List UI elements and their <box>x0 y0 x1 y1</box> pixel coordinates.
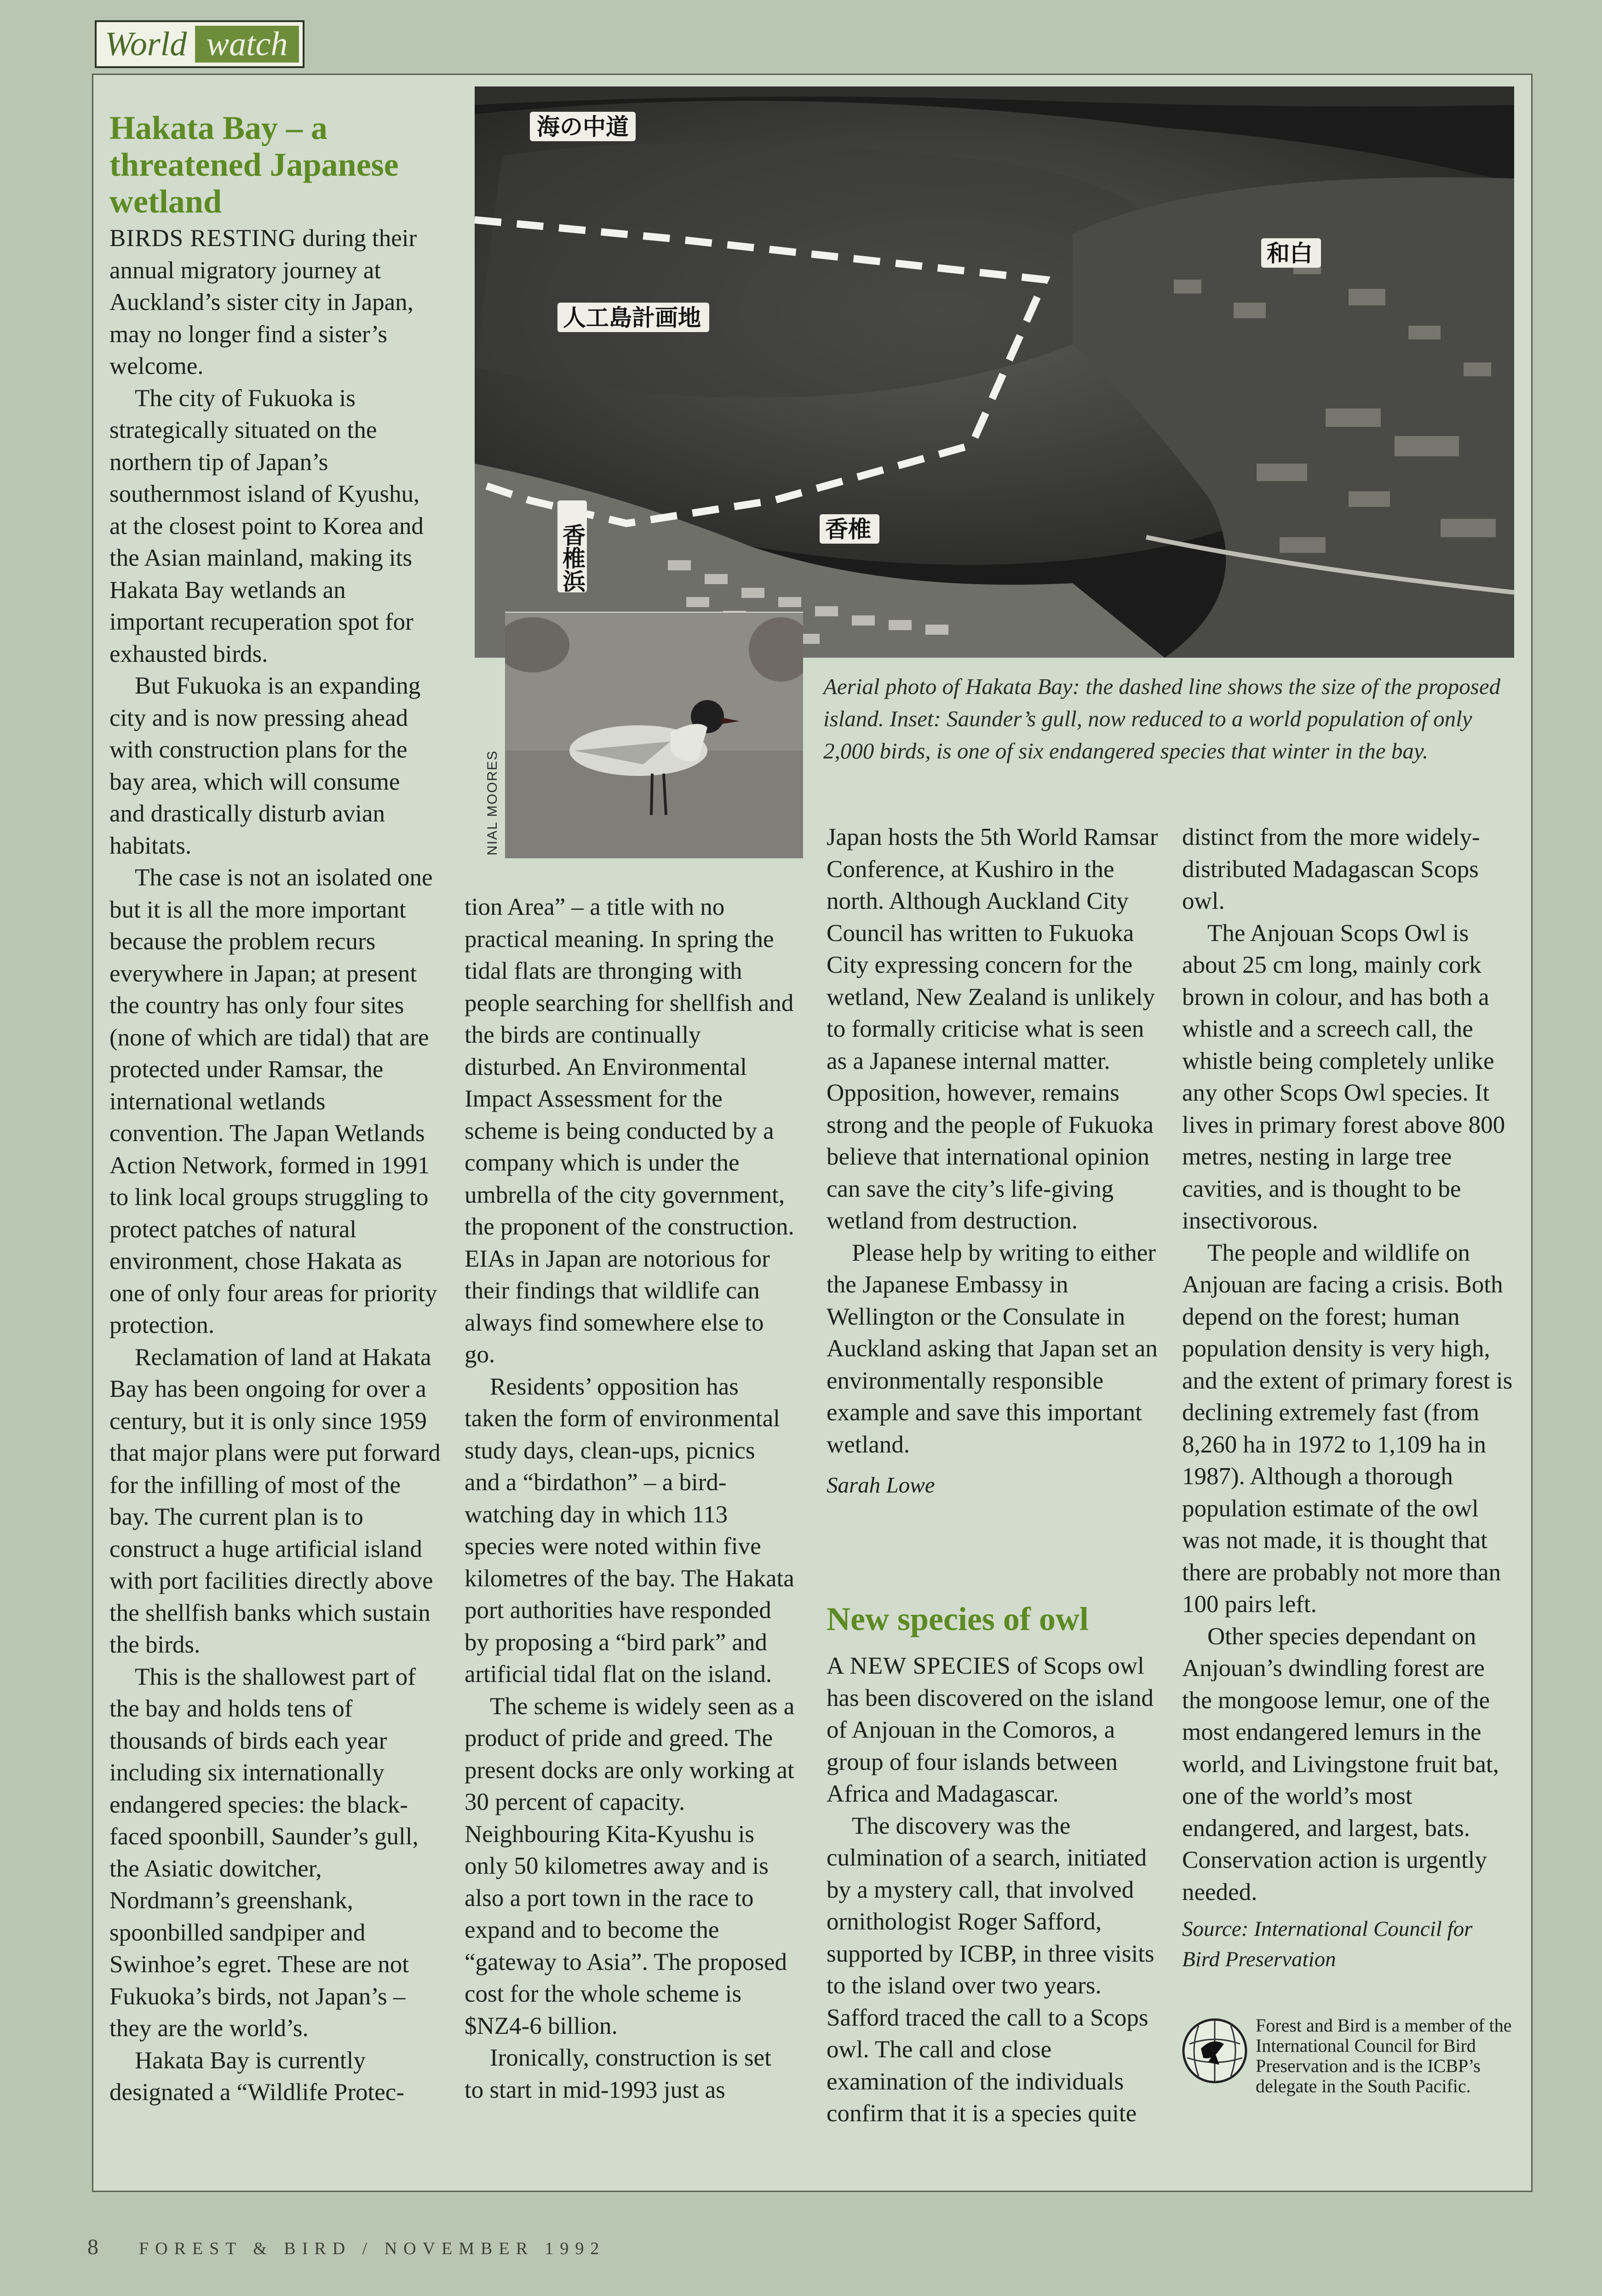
footer-text: FOREST & BIRD / NOVEMBER 1992 <box>139 2239 606 2258</box>
paragraph: The scheme is widely seen as a product of pride and greed. The present docks are only working at 30 percent of capacity. Neighbouring Kita-Kyushu is only 50 kilometres away and is also a port town in the race to expand and to become the “gateway to Asia”. The proposed cost for the whole scheme is $NZ4-6 billion. <box>465 1693 795 2039</box>
section-header-word1: World <box>105 25 187 63</box>
lead-rest: during their annual migratory journey at Auckland’s sister city in Japan, may no longer find a sister’s welcome. <box>109 225 417 379</box>
owl-lead-paragraph <box>827 1650 1160 1810</box>
owl-article-column-3 <box>827 1650 1160 2130</box>
map-label-top: 海の中道 <box>537 114 629 140</box>
paragraph: Residents’ opposition has taken the form of environmental study days, clean-ups, picnics and a “birdathon” – a bird-watching day in which 113 species were noted within five kilometres of the bay. The Hakata port authorities have responded by proposing a “bird park” and artificial tidal flat on the island. <box>465 1373 794 1688</box>
paragraph: Please help by writing to either the Japanese Embassy in Wellington or the Consulate in Auckland asking that Japan set an environmentally responsible example and save this important wetland. <box>827 1239 1158 1458</box>
article-column-3 <box>827 821 1160 1501</box>
paragraph: tion Area” – a title with no practical meaning. In spring the tidal flats are thronging with people searching for shellfish and the birds are continually disturbed. An Environmental Impact Assessment for the scheme is being conducted by a company which is under the umbrella of the city government, the proponent of the construction. EIAs in Japan are notorious for their findings that wildlife can always find somewhere else to go. <box>465 894 794 1368</box>
section-header-word2: watch <box>195 26 299 63</box>
owl-lead-rest: of Scops owl has been discovered on the island of Anjouan in the Comoros, a group of four islands between Africa and Madagascar. <box>827 1653 1154 1807</box>
byline: Sarah Lowe <box>827 1472 935 1498</box>
gull-photo-graphic <box>505 613 803 858</box>
photo-caption: Aerial photo of Hakata Bay: the dashed line shows the size of the proposed island. Inset: Saunder’s gull, now reduced to a world population of only 2,000 birds, is one of six endangered species that winter in the bay. <box>823 674 1501 763</box>
aerial-photo <box>475 86 1514 658</box>
paragraph: Ironically, construction is set to start in mid-1993 just as <box>465 2044 771 2103</box>
paragraph: The discovery was the culmination of a search, initiated by a mystery call, that involved ornithologist Roger Safford, supported by ICBP, in three visits to the island over two years. Safford traced the call to a Scops owl. The call and close examination of the individuals confirm that it is a species quite <box>827 1812 1154 2127</box>
paragraph: The Anjouan Scops Owl is about 25 cm long, mainly cork brown in colour, and has both a whistle and a screech call, the whistle being completely unlike any other Scops Owl species. It lives in primary forest above 800 metres, nesting in large tree cavities, and is thought to be insectivorous. <box>1182 919 1505 1234</box>
article-column-4 <box>1182 821 1513 1975</box>
photo-credit <box>485 837 586 855</box>
paragraph: But Fukuoka is an expanding city and is now pressing ahead with construction plans for the bay area, which will consume and drastically disturb avian habitats. <box>109 672 421 859</box>
lead-caps: BIRDS RESTING <box>109 225 297 252</box>
paragraph: This is the shallowest part of the bay and holds tens of thousands of birds each year including six internationally endangered species: the black-faced spoonbill, Saunder’s gull, the Asiatic dowitcher, Nordmann’s greenshank, spoonbilled sandpiper and Swinhoe’s egret. These are not Fukuoka’s birds, not Japan’s – they are the world’s. <box>109 1663 419 2042</box>
lead-paragraph <box>109 223 441 383</box>
article-column-1 <box>109 223 441 2109</box>
source-note: Source: International Council for Bird Preservation <box>1182 1917 1473 1971</box>
map-label-right: 和白 <box>1267 240 1313 267</box>
page-footer <box>87 2234 605 2260</box>
map-label-bottom: 香椎 <box>825 516 871 543</box>
paragraph: The city of Fukuoka is strategically situated on the northern tip of Japan’s southernmost island of Kyushu, at the closest point to Korea and the Asian mainland, making its Hakata Bay wetlands an important recuperation spot for exhausted birds. <box>109 385 424 667</box>
section-header <box>95 20 304 68</box>
paragraph: The people and wildlife on Anjouan are facing a crisis. Both depend on the forest; human population density is very high, and the extent of primary forest is declining extremely fast (from 8,260 ha in 1972 to 1,109 ha in 1987). Although a thorough population estimate of the owl was not made, it is thought that there are probably not more than 100 pairs left. <box>1182 1239 1513 1618</box>
paragraph: distinct from the more widely-distributed Madagascan Scops owl. <box>1182 824 1480 914</box>
paragraph: Reclamation of land at Hakata Bay has been ongoing for over a century, but it is only since 1959 that major plans were put forward for the infilling of most of the bay. The current plan is to construct a huge artificial island with port facilities directly above the shellfish banks which sustain the birds. <box>109 1343 441 1658</box>
inset-photo-gull <box>505 612 803 858</box>
article-column-2 <box>465 891 795 2106</box>
paragraph: Japan hosts the 5th World Ramsar Conference, at Kushiro in the north. Although Auckland City Council has written to Fukuoka City expressing concern for the wetland, New Zealand is unlikely to formally criticise what is seen as a Japanese internal matter. Opposition, however, remains strong and the people of Fukuoka believe that international opinion can save the city’s life-giving wetland from destruction. <box>827 824 1158 1234</box>
map-label-vertical: 香椎浜 <box>559 523 586 592</box>
aerial-photo-graphic <box>475 86 1514 658</box>
map-label-island: 人工島計画地 <box>563 304 701 331</box>
icbp-logo-icon <box>1180 2016 1249 2085</box>
article-headline-owl: New species of owl <box>827 1601 1089 1637</box>
paragraph: Other species dependant on Anjouan’s dwindling forest are the mongoose lemur, one of the most endangered lemurs in the world, and Livingstone fruit bat, one of the world’s most endangered, and largest, bats. Conservation action is urgently needed. <box>1182 1623 1499 1906</box>
owl-lead-caps: A NEW SPECIES <box>827 1653 1011 1679</box>
page-number: 8 <box>87 2235 98 2259</box>
paragraph: Hakata Bay is currently designated a “Wildlife Protec- <box>109 2047 404 2106</box>
member-note: Forest and Bird is a member of the International Council for Bird Preservation and is the ICBP’s delegate in the South Pacific. <box>1256 2015 1512 2096</box>
article-headline-hakata: Hakata Bay – a threatened Japanese wetland <box>109 109 399 220</box>
paragraph: The case is not an isolated one but it is all the more important because the problem recurs everywhere in Japan; at present the country has only four sites (none of which are tidal) that are protected under Ramsar, the international wetlands convention. The Japan Wetlands Action Network, formed in 1991 to link local groups struggling to protect patches of natural environment, chose Hakata as one of only four areas for priority protection. <box>109 864 437 1338</box>
